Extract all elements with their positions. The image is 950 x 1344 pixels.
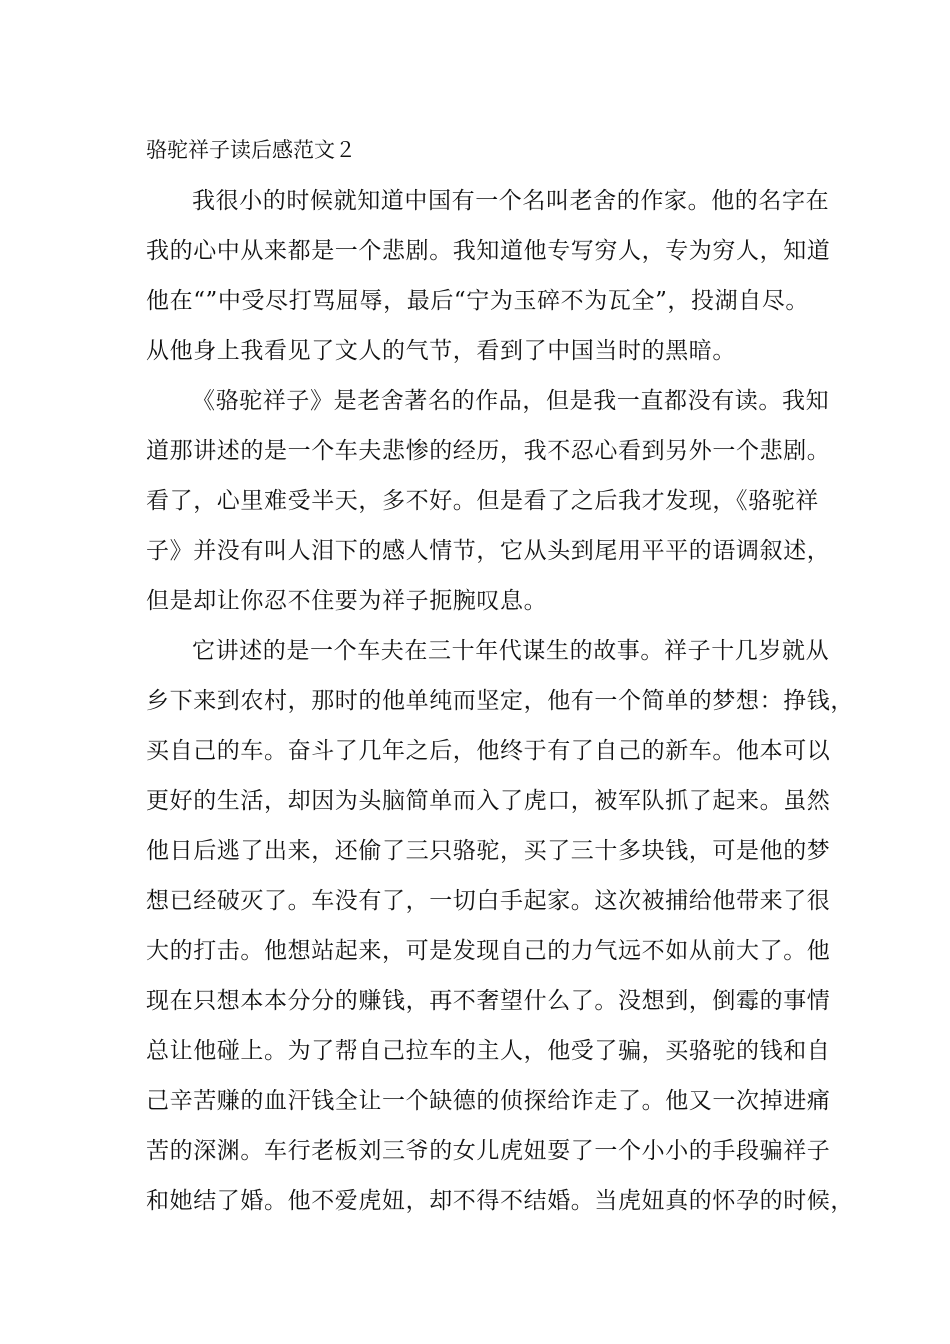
text-line: 和她结了婚。他不爱虎妞，却不得不结婚。当虎妞真的怀孕的时候， bbox=[146, 1188, 854, 1214]
text-line: 我很小的时候就知道中国有一个名叫老舍的作家。他的名字在 bbox=[192, 188, 830, 214]
text-line: 己辛苦赚的血汗钱全让一个缺德的侦探给诈走了。他又一次掉进痛 bbox=[146, 1088, 831, 1114]
text-line: 更好的生活，却因为头脑简单而入了虎口，被军队抓了起来。虽然 bbox=[146, 788, 831, 814]
text-line: 看了，心里难受半天，多不好。但是看了之后我才发现，《骆驼祥 bbox=[146, 488, 819, 514]
text-line: 他日后逃了出来，还偷了三只骆驼，买了三十多块钱，可是他的梦 bbox=[146, 838, 831, 864]
text-line: 但是却让你忍不住要为祥子扼腕叹息。 bbox=[146, 588, 548, 614]
text-line: 子》并没有叫人泪下的感人情节，它从头到尾用平平的语调叙述， bbox=[146, 538, 831, 564]
text-line: 现在只想本本分分的赚钱，再不奢望什么了。没想到，倒霉的事情 bbox=[146, 988, 831, 1014]
text-line: 大的打击。他想站起来，可是发现自己的力气远不如从前大了。他 bbox=[146, 938, 831, 964]
document-title: 骆驼祥子读后感范文２ bbox=[146, 138, 356, 162]
text-line: 苦的深渊。车行老板刘三爷的女儿虎妞耍了一个小小的手段骗祥子 bbox=[146, 1138, 831, 1164]
text-line: 买自己的车。奋斗了几年之后，他终于有了自己的新车。他本可以 bbox=[146, 738, 831, 764]
text-line: 《骆驼祥子》是老舍著名的作品，但是我一直都没有读。我知 bbox=[192, 388, 830, 414]
text-line: 我的心中从来都是一个悲剧。我知道他专写穷人，专为穷人，知道 bbox=[146, 238, 831, 264]
text-line: 总让他碰上。为了帮自己拉车的主人，他受了骗，买骆驼的钱和自 bbox=[146, 1038, 831, 1064]
text-line: 乡下来到农村，那时的他单纯而坚定，他有一个简单的梦想：挣钱， bbox=[146, 688, 854, 714]
text-line: 它讲述的是一个车夫在三十年代谋生的故事。祥子十几岁就从 bbox=[192, 638, 830, 664]
text-line: 道那讲述的是一个车夫悲惨的经历，我不忍心看到另外一个悲剧。 bbox=[146, 438, 831, 464]
text-line: 从他身上我看见了文人的气节，看到了中国当时的黑暗。 bbox=[146, 338, 736, 364]
text-line: 想已经破灭了。车没有了，一切白手起家。这次被捕给他带来了很 bbox=[146, 888, 831, 914]
text-line: 他在“”中受尽打骂屈辱，最后“宁为玉碎不为瓦全”，投湖自尽。 bbox=[146, 288, 810, 314]
